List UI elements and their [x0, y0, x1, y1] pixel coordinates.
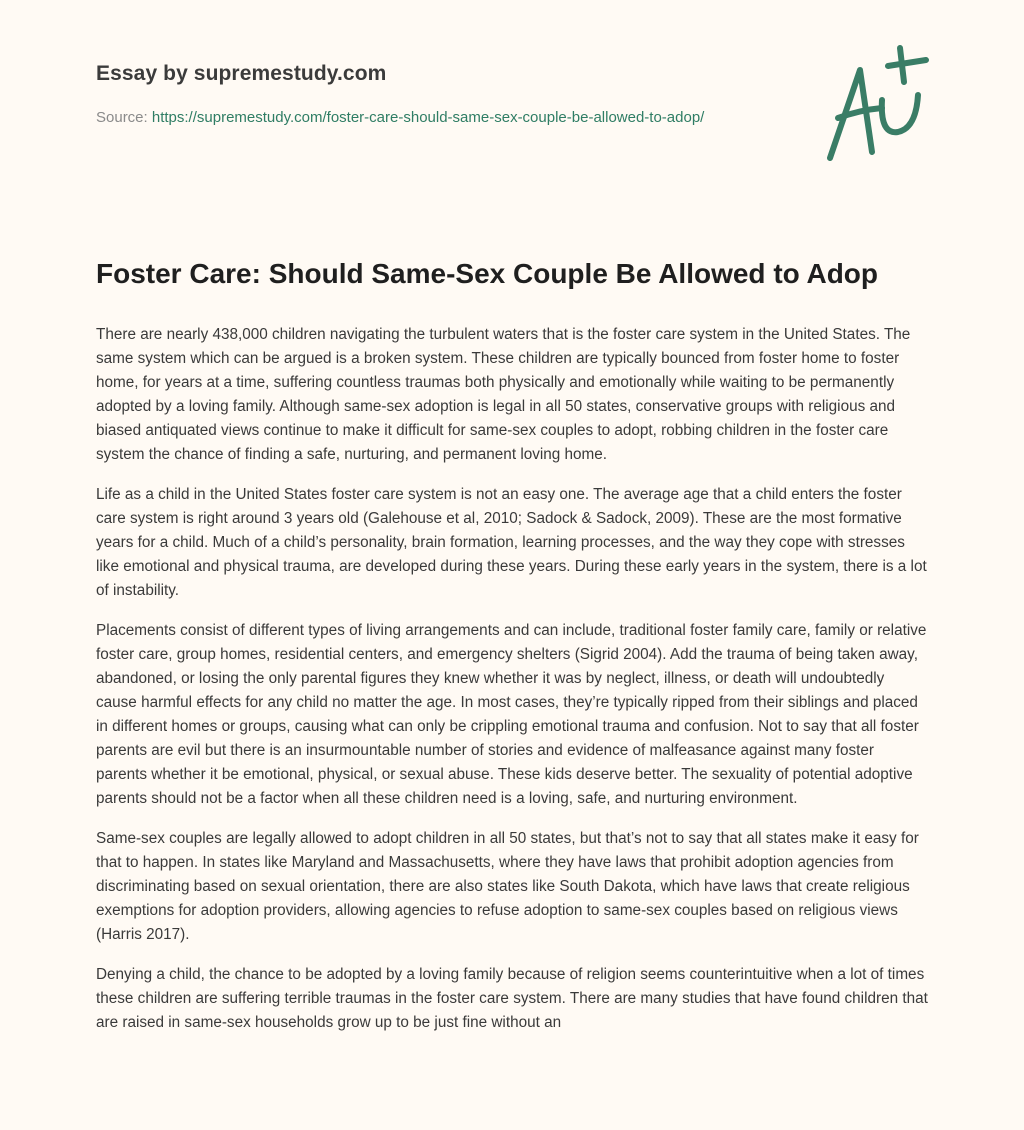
essay-body: [96, 255, 928, 1051]
paragraph: Denying a child, the chance to be adopted by a loving family because of religion seems counterintuitive when a lot of times these children are suffering terrible traumas in the foster care system. There are many studies that have found children that are raised in same-sex households grow up to be just fine without an: [96, 966, 928, 1031]
paragraph: Placements consist of different types of living arrangements and can include, traditional foster family care, family or relative foster care, group homes, residential centers, and emergency shelters (Sigrid 2004). Add the trauma of being taken away, abandoned, or losing the only parental figures they knew whether it was by neglect, illness, or death will undoubtedly cause harmful effects for any child no matter the age. In most cases, they’re typically ripped from their siblings and placed in different homes or groups, causing what can only be crippling emotional trauma and confusion. Not to say that all foster parents are evil but there is an insurmountable number of stories and evidence of malfeasance against many foster parents whether it be emotional, physical, or sexual abuse. These kids deserve better. The sexuality of potential adoptive parents should not be a factor when all these children need is a loving, safe, and nurturing environment.: [96, 622, 927, 807]
essay-header: [96, 62, 756, 130]
source-line: [96, 106, 756, 130]
essay-title: Foster Care: Should Same-Sex Couple Be Allowed to Adop: [96, 258, 879, 289]
paragraph: Life as a child in the United States foster care system is not an easy one. The average age that a child enters the foster care system is right around 3 years old (Galehouse et al, 2010; Sadock & Sadock, 2009). These are the most formative years for a child. Much of a child’s personality, brain formation, learning processes, and the way they cope with stresses like emotional and physical trauma, are developed during these years. During these early years in the system, there is a lot of instability.: [96, 486, 927, 599]
paragraph: Same-sex couples are legally allowed to adopt children in all 50 states, but that’s not to say that all states make it easy for that to happen. In states like Maryland and Massachusetts, where they have laws that prohibit adoption agencies from discriminating based on sexual orientation, there are also states like South Dakota, which have laws that create religious exemptions for adoption providers, allowing agencies to refuse adoption to same-sex couples based on religious views (Harris 2017).: [96, 830, 919, 943]
brand-title: Essay by supremestudy.com: [96, 62, 387, 85]
source-label: Source:: [96, 109, 152, 126]
paragraph: There are nearly 438,000 children navigating the turbulent waters that is the foster care system in the United States. The same system which can be argued is a broken system. These children are typically bounced from foster home to foster home, for years at a time, suffering countless traumas both physically and emotionally while waiting to be permanently adopted by a loving family. Although same-sex adoption is legal in all 50 states, conservative groups with religious and biased antiquated views continue to make it difficult for same-sex couples to adopt, robbing children in the foster care system the chance of finding a safe, nurturing, and permanent loving home.: [96, 326, 911, 463]
source-link[interactable]: https://supremestudy.com/foster-care-should-same-sex-couple-be-allowed-to-adop/: [151, 109, 705, 126]
a-plus-logo-icon: [820, 40, 930, 165]
